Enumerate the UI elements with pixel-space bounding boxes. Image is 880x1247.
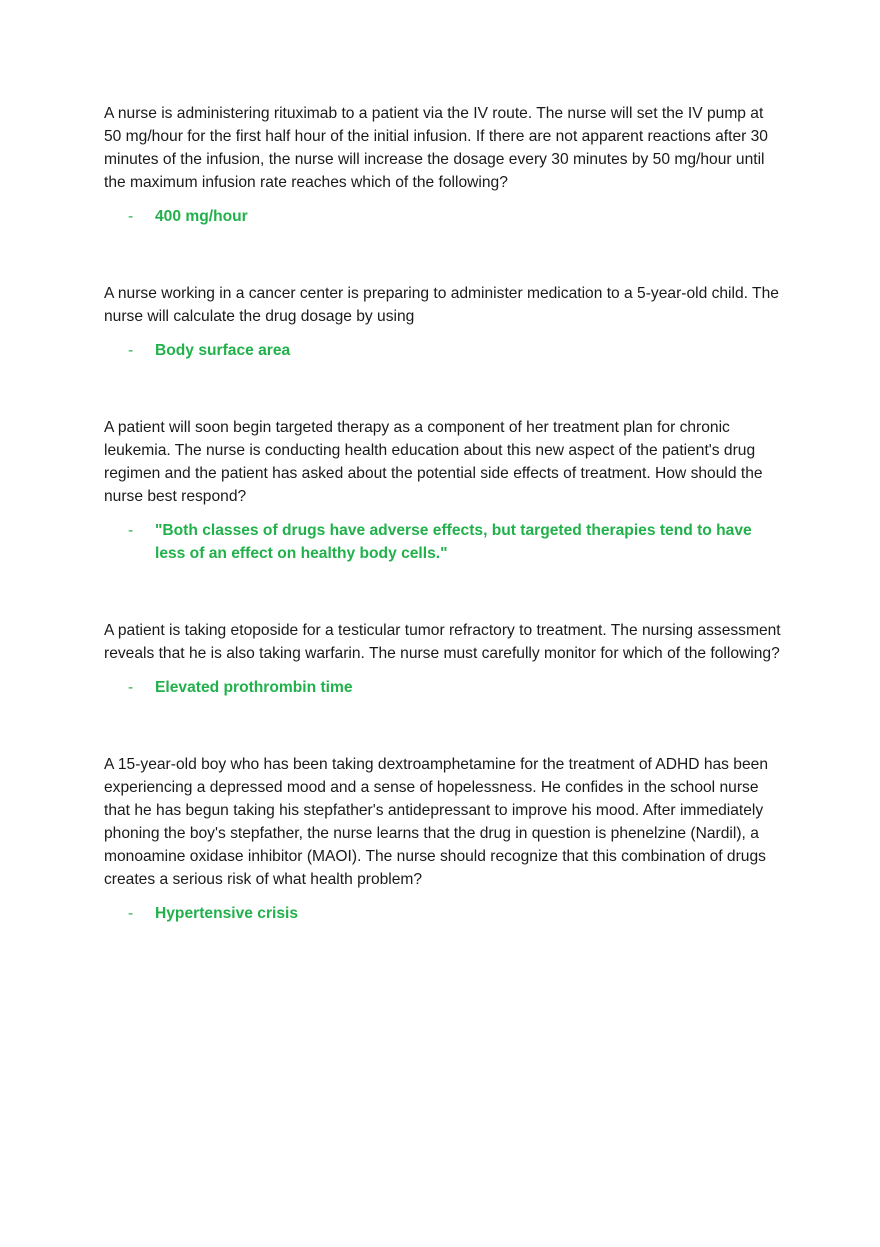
question-block (104, 619, 784, 699)
bullet-dash: - (128, 905, 134, 922)
question-block (104, 102, 784, 228)
question-text: A 15-year-old boy who has been taking dextroamphetamine for the treatment of ADHD has been experiencing a depressed mood and a sense of hopelessness. He confides in the school nurse that he has begun taking his stepfather's antidepressant to improve his mood. After immediately phoning the boy's stepfather, the nurse learns that the drug in question is phenelzine (Nardil), a monoamine oxidase inhibitor (MAOI). The nurse should recognize that this combination of drugs creates a serious risk of what health problem? (104, 756, 768, 888)
question-text: A patient will soon begin targeted therapy as a component of her treatment plan for chronic leukemia. The nurse is conducting health education about this new aspect of the patient's drug regimen and the patient has asked about the potential side effects of treatment. How should the nurse best respond? (104, 419, 763, 505)
answer-text: "Both classes of drugs have adverse effects, but targeted therapies tend to have less of an effect on healthy body cells." (155, 522, 752, 562)
question-block (104, 416, 784, 565)
bullet-dash: - (128, 342, 134, 359)
question-text: A nurse is administering rituximab to a patient via the IV route. The nurse will set the IV pump at 50 mg/hour for the first half hour of the initial infusion. If there are not apparent reactions after 30 minutes of the infusion, the nurse will increase the dosage every 30 minutes by 50 mg/hour until the maximum infusion rate reaches which of the following? (104, 105, 768, 191)
answer-item (104, 339, 784, 362)
question-text: A nurse working in a cancer center is preparing to administer medication to a 5-year-old child. The nurse will calculate the drug dosage by using (104, 285, 779, 325)
answer-item (104, 902, 784, 925)
answer-text: Elevated prothrombin time (155, 679, 353, 696)
answer-text: 400 mg/hour (155, 208, 248, 225)
question-block (104, 753, 784, 925)
bullet-dash: - (128, 679, 134, 696)
question-block (104, 282, 784, 362)
question-text: A patient is taking etoposide for a testicular tumor refractory to treatment. The nursing assessment reveals that he is also taking warfarin. The nurse must carefully monitor for which of the following? (104, 622, 781, 662)
answer-item (104, 205, 784, 228)
answer-item (104, 519, 784, 565)
bullet-dash: - (128, 522, 134, 539)
document-page (104, 102, 784, 979)
answer-text: Hypertensive crisis (155, 905, 299, 922)
answer-item (104, 676, 784, 699)
bullet-dash: - (128, 208, 134, 225)
answer-text: Body surface area (155, 342, 291, 359)
